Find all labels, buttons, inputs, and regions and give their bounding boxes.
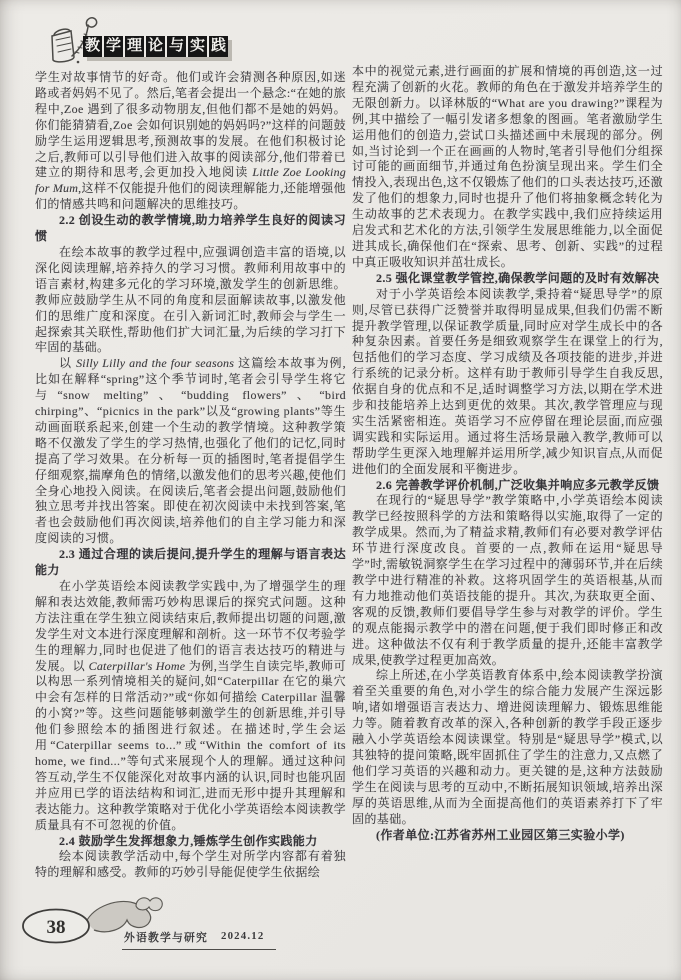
section-heading: 2.3 通过合理的读后提问,提升学生的理解与语言表达能力 <box>35 547 346 578</box>
issue-date: 2024.12 <box>220 930 265 942</box>
text-run: 为例,当学生自读完毕,教师可以构思一系列情境相关的疑问,如“Caterpillar 在它的巢穴中会有怎样的日常活动?”或“你如何描绘 Caterpillar 温馨的小窝?”等。这些问题能够刺激学生的创新思维,并引导他们参照绘本的插图进行叙述。在描述时,学生会运用“Caterpillar seems to...”或“Within the comfort of its home, we find...”等句式来展现个人的理解。通过这种问答互动,学生不仅能深化对故事内涵的认识,同时也能巩固并应用已学的语法结构和词汇,进而无形中提升其理解和表达能力。这种教学策略对于优化小学英语绘本阅读教学质量具有不可忽视的价值。 <box>35 658 346 832</box>
book-title-italic: Caterpillar's Home <box>88 658 186 673</box>
journal-name: 外语教学与研究 <box>124 932 208 944</box>
section-heading: 2.5 强化课堂教学管控,确保教学问题的及时有效解决 <box>376 270 660 285</box>
badge-char: 学 <box>104 36 123 57</box>
page-number: 38 <box>46 917 66 938</box>
author-affiliation: (作者单位:江苏省苏州工业园区第三实验小学) <box>376 827 625 842</box>
text-run: 综上所述,在小学英语教育体系中,绘本阅读教学扮演着至关重要的角色,对小学生的综合能力发展产生深远影响,诸如增强语言表达力、增进阅读理解力、锻炼思维能力等。随着教育改革的深入,各种创新的教学手段正逐步融入小学英语绘本阅读课堂。特别是“疑思导学”模式,以其独特的提问策略,既牢固抓住了学生的注意力,又点燃了他们学习英语的兴趣和动力。更关键的是,这种方法鼓励学生在阅读与思考的互动中,不断拓展知识领域,培养出深厚的英语思维,从而为全面提高他们的英语素养打下了牢固的基础。 <box>352 668 663 826</box>
heading-number: 2.3 <box>59 547 79 562</box>
book-title-italic: Little Zoe Looking for Mum <box>35 165 346 196</box>
text-run: 这篇绘本故事为例,比如在解释“spring”这个季节词时,笔者会引导学生将它与“snow melting”、“budding flowers”、“bird chirping”、“picnics in the park”以及“growing plants”等生动画面联系起来,创建一个生动的教学情境。这种教学策略不仅激发了学生的学习热情,也强化了他们的记忆,同时提高了学习效果。在分析每一页的插图时,笔者提倡学生仔细观察,揣摩角色的情绪,以激发他们的思考兴趣,使他们全身心地投入阅读。在阅读后,笔者会提出问题,鼓励他们独立思考并找出答案。即使在初次阅读中未找到答案,笔者也会鼓励他们再次阅读,培养他们的自主学习能力和深度阅读的习惯。 <box>35 356 346 546</box>
badge-char: 与 <box>167 36 186 57</box>
text-run: 绘本阅读教学活动中,每个学生对所学内容都有着独特的理解和感受。教师的巧妙引导能促使学生依据绘 <box>35 849 346 880</box>
text-run: ,这样不仅能提升他们的阅读理解能力,还能增强他们的情感共鸣和问题解决的思维技巧。 <box>35 181 346 212</box>
text-run: 在现行的“疑思导学”教学策略中,小学英语绘本阅读教学已经按照科学的方法和策略得以实施,取得了一定的教学成果。然而,为了精益求精,教师们有必要对教学评估环节进行深度改良。首要的一点,教师在运用“疑思导学”时,需敏锐洞察学生在学习过程中的薄弱环节,并在后续教学中进行精准的补救。这将巩固学生的英语根基,从而有力地推动他们英语技能的提升。其次,为获取更全面、客观的反馈,教师们要倡导学生参与对教学的评价。学生的观点能揭示教学中的潜在问题,便于我们即时修正和改进。这种做法不仅有利于教学质量的提升,还能丰富教学成果,使教学过程更加高效。 <box>352 493 663 667</box>
text-run: 学生对故事情节的好奇。他们或许会猜测各种原因,如迷路或者妈妈不见了。然后,笔者会提出一个悬念:“在她的旅程中,Zoe 遇到了很多动物朋友,但他们都不是她的妈妈。你们能猜猜看,Zoe 会如何识别她的妈妈吗?”这样的问题鼓励学生运用逻辑思考,预测故事的发展。在他们积极讨论之后,教师可以引导他们进入故事的阅读部分,他们带着已建立的期待和思考,会更加投入地阅读 <box>35 70 346 180</box>
section-heading: 2.6 完善教学评价机制,广泛收集并响应多元教学反馈 <box>376 477 660 492</box>
text-run: 对于小学英语绘本阅读教学,秉持着“疑思导学”的原则,尽管已获得广泛赞誉并取得明显成果,但我们仍需不断提升教学管理,以保证教学质量,同时应对学生成长中的各种复杂因素。首要任务是细致观察学生在课堂上的行为,包括他们的学习态度、学习成绩及各项技能的进步,并进行系统的记录分析。这样有助于教师引导学生自我反思,依据自身的优点和不足,适时调整学习方法,以期在学术进步和技能培养上达到更优的效果。其次,教学管理应与现实生活紧密相连。英语学习不应停留在理论层面,而应强调实践和实际运用。通过将生活场景融入教学,教师可以帮助学生更深入地理解并运用所学,减少知识盲点,从而促进他们的全面发展和平衡进步。 <box>352 286 663 476</box>
right-column <box>352 64 663 843</box>
left-column <box>35 70 346 881</box>
section-heading: 2.2 创设生动的教学情境,助力培养学生良好的阅读习惯 <box>35 213 346 244</box>
paragraph <box>35 579 346 834</box>
paragraph <box>352 64 663 271</box>
paragraph <box>35 70 346 213</box>
text-run: 以 <box>59 356 77 371</box>
text-run: 在绘本故事的教学过程中,应强调创造丰富的语境,以深化阅读理解,培养持久的学习习惯。教师利用故事中的语言素材,构建多元化的学习环境,激发学生的创新思维。教师应鼓励学生从不同的角度和层面解读故事,以激发他们的思维广度和深度。在引入新词汇时,教师会与学生一起探索其关联性,帮助他们扩大词汇量,为后续的学习打下牢固的基础。 <box>35 244 346 355</box>
badge-char: 践 <box>209 36 228 57</box>
heading-number: 2.4 <box>59 833 79 848</box>
section-heading: 2.4 鼓励学生发挥想象力,锤炼学生创作实践能力 <box>59 833 318 848</box>
badge-char: 实 <box>188 36 207 57</box>
heading-number: 2.6 <box>376 477 396 492</box>
text-run: 在小学英语绘本阅读教学实践中,为了增强学生的理解和表达效能,教师需巧妙构思课后的探究式问题。这种方法注重在学生独立阅读结束后,教师提出切题的问题,激发学生对文本进行深度理解和剖析。这一环节不仅考验学生的理解力,同时也促进了他们的语言表达技巧的精进与发展。以 <box>35 579 346 673</box>
paragraph <box>352 287 663 478</box>
text-run: 本中的视觉元素,进行画面的扩展和情境的再创造,这一过程充满了创新的火花。教师的角色在于激发并培养学生的无限创新力。以译林版的“What are you drawing?”课程为例,其中描绘了一幅引发诸多想象的图画。笔者激励学生运用他们的创造力,尝试口头描述画中未展现的部分。例如,当讨论到一个正在画画的人物时,笔者引导他们分组探讨可能的画面细节,并通过角色扮演呈现出来。学生们全情投入,表现出色,这不仅锻炼了他们的口头表达技巧,还激发了他们的想象力,同时也提升了他们将抽象概念转化为生动故事的艺术表现力。在教学实践中,我们应持续运用启发式和艺术化的方法,引领学生发展思维能力,以全面促进其成长,确保他们在“探索、思考、创新、实践”的过程中真正吸收知识并茁壮成长。 <box>352 64 663 269</box>
badge-char: 理 <box>125 36 144 57</box>
badge-char: 教 <box>83 36 102 57</box>
badge-char: 论 <box>146 36 165 57</box>
book-title-italic: Silly Lilly and the four seasons <box>76 356 235 371</box>
heading-number: 2.5 <box>376 270 396 285</box>
paragraph <box>35 245 346 356</box>
paragraph <box>35 356 346 547</box>
paragraph <box>352 493 663 668</box>
paragraph <box>35 849 346 881</box>
footer-journal-line <box>122 930 276 950</box>
paragraph <box>352 668 663 827</box>
section-badge <box>83 36 228 57</box>
heading-number: 2.2 <box>59 213 79 228</box>
